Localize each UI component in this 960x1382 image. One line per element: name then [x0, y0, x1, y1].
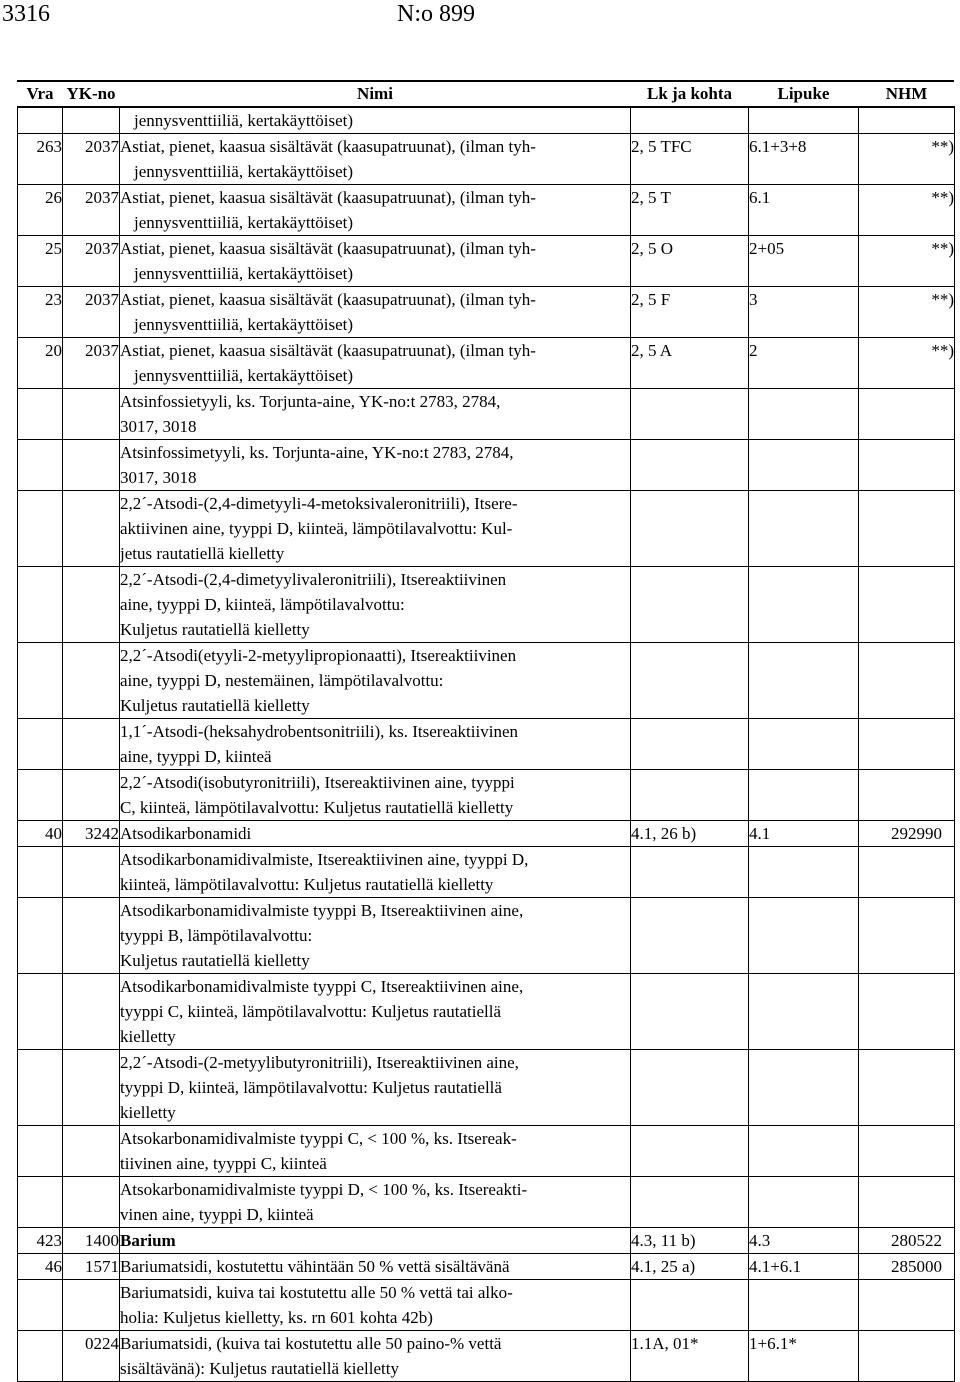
cell-yk-no: [63, 1177, 120, 1228]
cell-lipuke: [749, 567, 859, 643]
issue-number: N:o 899: [397, 1, 475, 27]
cell-yk-no: 2037: [63, 134, 120, 185]
cell-nhm: **): [859, 287, 955, 338]
cell-nimi: [120, 1126, 631, 1177]
table-row: [18, 491, 955, 567]
cell-nhm: **): [859, 185, 955, 236]
cell-nimi: [120, 185, 631, 236]
nimi-line: Kuljetus rautatiellä kielletty: [120, 951, 310, 970]
cell-nimi: [120, 1177, 631, 1228]
table-body: [18, 107, 955, 1382]
table-row: [18, 338, 955, 389]
cell-lipuke: [749, 770, 859, 821]
cell-nimi: [120, 1228, 631, 1254]
nimi-line: tyyppi B, lämpötilavalvottu:: [120, 926, 313, 945]
nimi-line: 3017, 3018: [120, 468, 197, 487]
cell-lk-ja-kohta: 2, 5 T: [631, 185, 749, 236]
table-row: [18, 1126, 955, 1177]
col-header-lk-ja-kohta: Lk ja kohta: [631, 82, 749, 107]
cell-yk-no: 2037: [63, 287, 120, 338]
cell-vra: [18, 643, 63, 719]
nimi-line: jennysventtiiliä, kertakäyttöiset): [134, 111, 354, 130]
cell-nhm: 280522: [859, 1228, 955, 1254]
table-row: [18, 821, 955, 847]
cell-nhm: **): [859, 338, 955, 389]
cell-nimi: [120, 1331, 631, 1382]
cell-nimi: [120, 898, 631, 974]
table-row: [18, 847, 955, 898]
page-number: 3316: [2, 1, 50, 27]
cell-lipuke: [749, 974, 859, 1050]
nimi-line: jennysventtiiliä, kertakäyttöiset): [134, 366, 354, 385]
cell-lk-ja-kohta: [631, 1177, 749, 1228]
nimi-line: kiinteä, lämpötilavalvottu: Kuljetus rautatiellä kielletty: [120, 875, 494, 894]
nimi-line: sisältävänä): Kuljetus rautatiellä kielletty: [120, 1359, 399, 1378]
table-row: [18, 1280, 955, 1331]
table-row: [18, 567, 955, 643]
nimi-line: 1,1´-Atsodi-(heksahydrobentsonitriili), ks. Itsereaktiivinen: [120, 722, 518, 741]
cell-yk-no: [63, 898, 120, 974]
cell-lk-ja-kohta: [631, 440, 749, 491]
cell-vra: [18, 1177, 63, 1228]
substance-table: [17, 82, 955, 1382]
cell-lipuke: 2: [749, 338, 859, 389]
page-header: [0, 0, 960, 36]
cell-lk-ja-kohta: [631, 770, 749, 821]
cell-yk-no: 2037: [63, 236, 120, 287]
cell-nhm: [859, 389, 955, 440]
cell-nimi: [120, 287, 631, 338]
table-row: [18, 107, 955, 134]
cell-vra: 25: [18, 236, 63, 287]
cell-nhm: [859, 770, 955, 821]
col-header-nimi: Nimi: [120, 82, 631, 107]
cell-lipuke: [749, 1050, 859, 1126]
cell-nhm: [859, 107, 955, 134]
cell-vra: 46: [18, 1254, 63, 1280]
cell-lipuke: 6.1: [749, 185, 859, 236]
cell-nimi: [120, 338, 631, 389]
cell-yk-no: 0224: [63, 1331, 120, 1382]
cell-yk-no: 1571: [63, 1254, 120, 1280]
cell-lipuke: 6.1+3+8: [749, 134, 859, 185]
nimi-line: kielletty: [120, 1027, 176, 1046]
cell-nhm: [859, 1126, 955, 1177]
cell-lk-ja-kohta: [631, 567, 749, 643]
cell-nimi: [120, 770, 631, 821]
cell-yk-no: [63, 643, 120, 719]
nimi-line: Bariumatsidi, (kuiva tai kostutettu alle 50 paino-% vettä: [120, 1334, 502, 1353]
cell-lipuke: [749, 643, 859, 719]
cell-lipuke: 1+6.1*: [749, 1331, 859, 1382]
nimi-line: aine, tyyppi D, nestemäinen, lämpötilavalvottu:: [120, 671, 444, 690]
nimi-line: Atsokarbonamidivalmiste tyyppi D, < 100 %, ks. Itsereakti-: [120, 1180, 528, 1199]
table-row: [18, 134, 955, 185]
table-row: [18, 719, 955, 770]
cell-yk-no: [63, 974, 120, 1050]
cell-lk-ja-kohta: [631, 1126, 749, 1177]
nimi-line: Bariumatsidi, kuiva tai kostutettu alle 50 % vettä tai alko-: [120, 1283, 513, 1302]
nimi-line: tyyppi C, kiinteä, lämpötilavalvottu: Kuljetus rautatiellä: [120, 1002, 502, 1021]
cell-lk-ja-kohta: [631, 974, 749, 1050]
cell-lk-ja-kohta: 2, 5 F: [631, 287, 749, 338]
cell-nhm: [859, 567, 955, 643]
table-header-row: [18, 82, 955, 107]
nimi-line: Atsokarbonamidivalmiste tyyppi C, < 100 %, ks. Itsereak-: [120, 1129, 517, 1148]
cell-vra: 40: [18, 821, 63, 847]
cell-nimi: [120, 847, 631, 898]
table-row: [18, 287, 955, 338]
cell-nimi: [120, 107, 631, 134]
cell-nhm: [859, 491, 955, 567]
cell-nhm: **): [859, 134, 955, 185]
cell-vra: [18, 440, 63, 491]
nimi-line: aine, tyyppi D, kiinteä: [120, 747, 272, 766]
cell-lk-ja-kohta: 2, 5 A: [631, 338, 749, 389]
table-row: [18, 389, 955, 440]
nimi-line: C, kiinteä, lämpötilavalvottu: Kuljetus rautatiellä kielletty: [120, 798, 514, 817]
nimi-line: Astiat, pienet, kaasua sisältävät (kaasupatruunat), (ilman tyh-: [120, 188, 536, 207]
nimi-line: 3017, 3018: [120, 417, 197, 436]
cell-yk-no: [63, 491, 120, 567]
cell-vra: [18, 1050, 63, 1126]
nimi-line: holia: Kuljetus kielletty, ks. rn 601 kohta 42b): [120, 1308, 433, 1327]
col-header-lipuke: Lipuke: [749, 82, 859, 107]
cell-nhm: [859, 1280, 955, 1331]
nimi-line: jennysventtiiliä, kertakäyttöiset): [134, 264, 354, 283]
nimi-line: Bariumatsidi, kostutettu vähintään 50 % vettä sisältävänä: [120, 1257, 510, 1276]
cell-yk-no: 1400: [63, 1228, 120, 1254]
cell-nimi: [120, 821, 631, 847]
cell-nimi: [120, 134, 631, 185]
cell-nhm: [859, 719, 955, 770]
cell-vra: [18, 1126, 63, 1177]
col-header-yk-no: YK-no: [63, 82, 120, 107]
cell-nimi: [120, 236, 631, 287]
cell-lipuke: 4.3: [749, 1228, 859, 1254]
cell-nhm: [859, 847, 955, 898]
nimi-line: kielletty: [120, 1103, 176, 1122]
cell-lipuke: [749, 847, 859, 898]
cell-vra: 263: [18, 134, 63, 185]
cell-lipuke: [749, 898, 859, 974]
nimi-line: 2,2´-Atsodi-(2,4-dimetyyli-4-metoksivaleronitriili), Itsere-: [120, 494, 518, 513]
nimi-line: Kuljetus rautatiellä kielletty: [120, 696, 310, 715]
cell-lipuke: [749, 389, 859, 440]
cell-lk-ja-kohta: [631, 1050, 749, 1126]
cell-lipuke: 4.1: [749, 821, 859, 847]
table-row: [18, 1050, 955, 1126]
table-row: [18, 770, 955, 821]
nimi-line: Atsodikarbonamidivalmiste tyyppi B, Itsereaktiivinen aine,: [120, 901, 524, 920]
cell-lk-ja-kohta: 2, 5 TFC: [631, 134, 749, 185]
table-row: [18, 440, 955, 491]
cell-lk-ja-kohta: 4.1, 25 a): [631, 1254, 749, 1280]
cell-yk-no: [63, 847, 120, 898]
cell-vra: [18, 491, 63, 567]
nimi-line: tiivinen aine, tyyppi C, kiinteä: [120, 1154, 327, 1173]
nimi-line: Atsodikarbonamidivalmiste tyyppi C, Itsereaktiivinen aine,: [120, 977, 524, 996]
nimi-line: jennysventtiiliä, kertakäyttöiset): [134, 213, 354, 232]
nimi-line: Atsodikarbonamidi: [120, 824, 252, 843]
nimi-line: jennysventtiiliä, kertakäyttöiset): [134, 162, 354, 181]
nimi-line: aine, tyyppi D, kiinteä, lämpötilavalvottu:: [120, 595, 405, 614]
cell-yk-no: [63, 1126, 120, 1177]
cell-yk-no: [63, 1280, 120, 1331]
cell-lk-ja-kohta: [631, 389, 749, 440]
cell-nimi: [120, 1280, 631, 1331]
cell-lk-ja-kohta: 4.3, 11 b): [631, 1228, 749, 1254]
cell-lk-ja-kohta: [631, 898, 749, 974]
nimi-line: Astiat, pienet, kaasua sisältävät (kaasupatruunat), (ilman tyh-: [120, 239, 536, 258]
nimi-line: Kuljetus rautatiellä kielletty: [120, 620, 310, 639]
cell-vra: [18, 719, 63, 770]
cell-vra: [18, 567, 63, 643]
cell-lipuke: [749, 1177, 859, 1228]
nimi-line: 2,2´-Atsodi-(2-metyylibutyronitriili), Itsereaktiivinen aine,: [120, 1053, 519, 1072]
nimi-line: aktiivinen aine, tyyppi D, kiinteä, lämpötilavalvottu: Kul-: [120, 519, 513, 538]
cell-yk-no: 3242: [63, 821, 120, 847]
cell-vra: [18, 770, 63, 821]
table-row: [18, 1228, 955, 1254]
cell-vra: 26: [18, 185, 63, 236]
cell-yk-no: [63, 389, 120, 440]
nimi-line: 2,2´-Atsodi(isobutyronitriili), Itsereaktiivinen aine, tyyppi: [120, 773, 515, 792]
nimi-line: vinen aine, tyyppi D, kiinteä: [120, 1205, 314, 1224]
nimi-line: jennysventtiiliä, kertakäyttöiset): [134, 315, 354, 334]
table-row: [18, 643, 955, 719]
table-row: [18, 1177, 955, 1228]
table-row: [18, 236, 955, 287]
table-row: [18, 1254, 955, 1280]
cell-nhm: 285000: [859, 1254, 955, 1280]
nimi-line: Atsodikarbonamidivalmiste, Itsereaktiivinen aine, tyyppi D,: [120, 850, 529, 869]
cell-nhm: [859, 643, 955, 719]
cell-lipuke: [749, 1280, 859, 1331]
cell-lk-ja-kohta: 4.1, 26 b): [631, 821, 749, 847]
cell-lipuke: [749, 107, 859, 134]
cell-lipuke: 3: [749, 287, 859, 338]
cell-nhm: 292990: [859, 821, 955, 847]
cell-vra: [18, 389, 63, 440]
cell-vra: 23: [18, 287, 63, 338]
cell-lk-ja-kohta: [631, 491, 749, 567]
cell-lk-ja-kohta: 1.1A, 01*: [631, 1331, 749, 1382]
cell-lipuke: 2+05: [749, 236, 859, 287]
col-header-vra: Vra: [18, 82, 63, 107]
cell-nimi: [120, 643, 631, 719]
cell-lk-ja-kohta: [631, 719, 749, 770]
cell-vra: [18, 847, 63, 898]
cell-lipuke: [749, 719, 859, 770]
cell-nimi: [120, 1050, 631, 1126]
nimi-line: Barium: [120, 1231, 176, 1250]
cell-yk-no: [63, 440, 120, 491]
cell-yk-no: [63, 1050, 120, 1126]
nimi-line: Astiat, pienet, kaasua sisältävät (kaasupatruunat), (ilman tyh-: [120, 341, 536, 360]
cell-vra: [18, 1331, 63, 1382]
nimi-line: jetus rautatiellä kielletty: [120, 544, 285, 563]
cell-nhm: [859, 1177, 955, 1228]
cell-nhm: **): [859, 236, 955, 287]
cell-vra: [18, 1280, 63, 1331]
table-row: [18, 974, 955, 1050]
cell-lipuke: [749, 1126, 859, 1177]
nimi-line: Astiat, pienet, kaasua sisältävät (kaasupatruunat), (ilman tyh-: [120, 290, 536, 309]
cell-yk-no: [63, 770, 120, 821]
cell-nhm: [859, 440, 955, 491]
cell-nhm: [859, 974, 955, 1050]
cell-yk-no: 2037: [63, 185, 120, 236]
cell-yk-no: 2037: [63, 338, 120, 389]
cell-lk-ja-kohta: [631, 1280, 749, 1331]
cell-nimi: [120, 440, 631, 491]
cell-nimi: [120, 567, 631, 643]
cell-vra: [18, 974, 63, 1050]
nimi-line: 2,2´-Atsodi(etyyli-2-metyylipropionaatti), Itsereaktiivinen: [120, 646, 517, 665]
table-row: [18, 898, 955, 974]
cell-nimi: [120, 389, 631, 440]
cell-lk-ja-kohta: [631, 643, 749, 719]
cell-vra: [18, 898, 63, 974]
nimi-line: tyyppi D, kiinteä, lämpötilavalvottu: Kuljetus rautatiellä: [120, 1078, 502, 1097]
cell-nimi: [120, 1254, 631, 1280]
nimi-line: Atsinfossietyyli, ks. Torjunta-aine, YK-no:t 2783, 2784,: [120, 392, 501, 411]
cell-lipuke: [749, 491, 859, 567]
cell-lk-ja-kohta: [631, 847, 749, 898]
nimi-line: Atsinfossimetyyli, ks. Torjunta-aine, YK-no:t 2783, 2784,: [120, 443, 514, 462]
cell-nhm: [859, 1050, 955, 1126]
cell-nhm: [859, 898, 955, 974]
cell-nimi: [120, 974, 631, 1050]
cell-vra: 20: [18, 338, 63, 389]
cell-nhm: [859, 1331, 955, 1382]
cell-yk-no: [63, 719, 120, 770]
table-row: [18, 185, 955, 236]
nimi-line: 2,2´-Atsodi-(2,4-dimetyylivaleronitriili), Itsereaktiivinen: [120, 570, 507, 589]
cell-nimi: [120, 491, 631, 567]
cell-vra: 423: [18, 1228, 63, 1254]
col-header-nhm: NHM: [859, 82, 955, 107]
cell-lipuke: [749, 440, 859, 491]
cell-lk-ja-kohta: 2, 5 O: [631, 236, 749, 287]
cell-yk-no: [63, 567, 120, 643]
cell-lipuke: 4.1+6.1: [749, 1254, 859, 1280]
cell-nimi: [120, 719, 631, 770]
cell-yk-no: [63, 107, 120, 134]
nimi-line: Astiat, pienet, kaasua sisältävät (kaasupatruunat), (ilman tyh-: [120, 137, 536, 156]
cell-vra: [18, 107, 63, 134]
cell-lk-ja-kohta: [631, 107, 749, 134]
table-row: [18, 1331, 955, 1382]
